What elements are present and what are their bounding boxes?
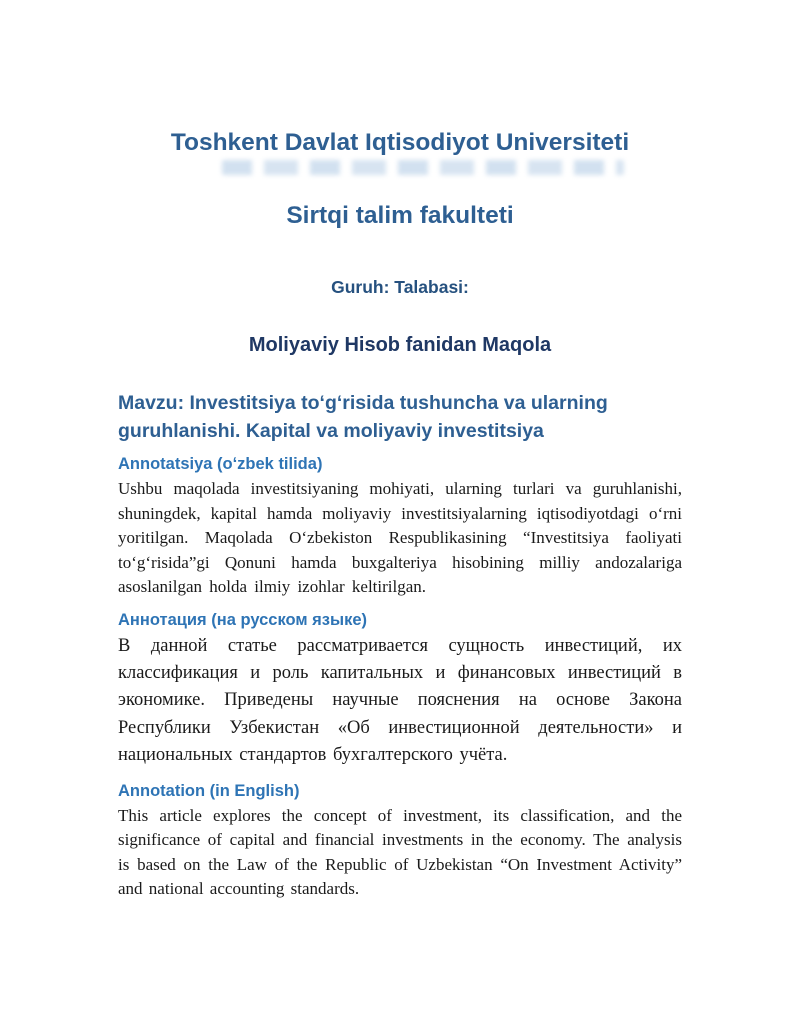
faculty-subtitle: Sirtqi talim fakulteti bbox=[286, 202, 514, 229]
group-student-line: Guruh: Talabasi: bbox=[331, 277, 469, 297]
section-annotation-russian bbox=[118, 610, 682, 770]
annotation-english-body: This article explores the concept of investment, its classification, and the significance of capital and financial investments in the economy. The analysis is based on the Law of the Republic of Uzbekistan “On Investment Activity” and national accounting standards. bbox=[118, 805, 682, 899]
university-title: Toshkent Davlat Iqtisodiyot Universiteti bbox=[170, 129, 630, 156]
section-annotation-english bbox=[118, 781, 682, 902]
section-annotation-uzbek bbox=[118, 454, 682, 600]
annotation-english-heading: Annotation (in English) bbox=[118, 781, 300, 800]
topic-heading: Mavzu: Investitsiya toʻgʻrisida tushuncha va ularning guruhlanishi. Kapital va moliyaviy investitsiya bbox=[118, 392, 608, 442]
annotation-russian-body: В данной статье рассматривается сущность инвестиций, их классификация и роль капитальных и финансовых инвестиций в экономике. Приведены научные пояснения на основе Закона Республики Узбекистан «Об инвестиционной деятельности» и национальных стандартов бухгалтерского учёта. bbox=[118, 635, 682, 766]
annotation-uzbek-heading: Annotatsiya (oʻzbek tilida) bbox=[118, 455, 323, 473]
annotation-russian-heading: Аннотация (на русском языке) bbox=[118, 610, 368, 629]
annotation-uzbek-body: Ushbu maqolada investitsiyaning mohiyati, ularning turlari va guruhlanishi, shuningdek, kapital hamda moliyaviy investitsiyalarning iqtisodiyotdagi oʻrni yoritilgan. Maqolada Oʻzbekiston Respublikasining “Investitsiya faoliyati toʻgʻrisida”gi Qonuni hamda buxgalteriya hisobining milliy andozalariga asoslanilgan holda ilmiy izohlar keltirilgan. bbox=[118, 479, 682, 596]
course-title: Moliyaviy Hisob fanidan Maqola bbox=[248, 334, 552, 356]
